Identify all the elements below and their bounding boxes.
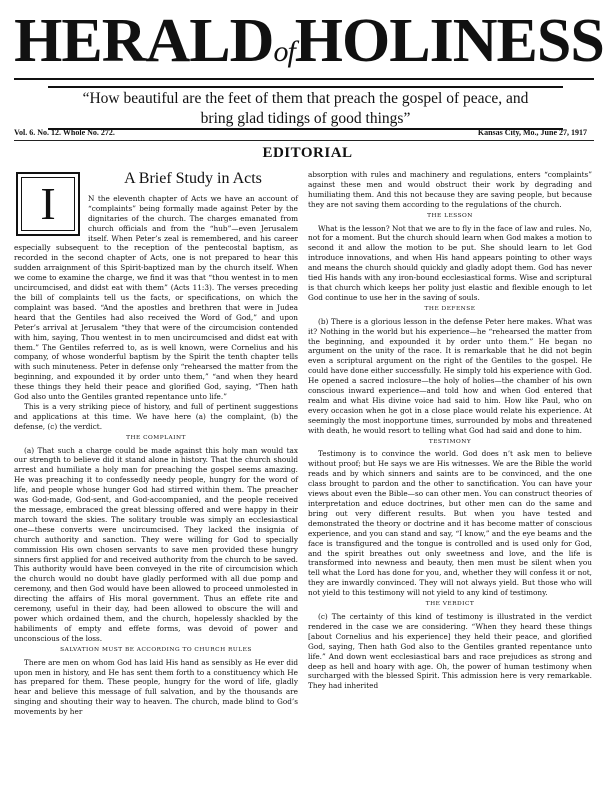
article-paragraph: This is a very striking piece of history, and full of pertinent suggestions and applications at this time. We have here (a) the complaint, (b) the defense, (c) the verdict. — [14, 401, 298, 431]
article-paragraph: There are men on whom God has laid His hand as sensibly as He ever did upon men in history, and He has sent them forth to a constituency which He has prepared for them. These people, hungry for the word of life, gladly hear and believe this message of full salvation, and by the thousands are singing and shouting their way to heaven. The church, made blind to God’s movements by her — [14, 657, 298, 717]
article-paragraph: (a) That such a charge could be made against this holy man would tax our strength to believe did it stand alone in history. That the church should arrest and humiliate a holy man for preaching the gospel seems amazing. He was preaching it to confessedly needy people, hungry for the word of life, and people whose hunger God had stirred within them. The preacher was God-made, God-sent, and God-accompanied, and the people received the message, embraced the great blessing offered and were happy in their march toward the skies. The solitary trouble was simply an ecclesiastical one—these converts were uncircumcised. They lacked the insignia of church authority and sanction. They were willing for God to specially commission His own chosen servants to save men provided these hungry sinners first applied for and received authority from the church to be saved. This authority would have been conveyed in the rite of circumcision which the church would no doubt have gladly performed with all due pomp and ceremony, and then God would have been allowed to proceed unmolested in directing the affairs of His moral government. Thus an effete rite and ceremony, useful in their day, had been allowed to obscure the will and power which ordained them, and the church, hopelessly shackled by the habiliments of empty and effete forms, was devoid of power and unconscious of the loss. — [14, 445, 298, 643]
subhead-lesson: THE LESSON — [427, 212, 473, 219]
masthead-title — [14, 8, 604, 85]
masthead — [14, 6, 604, 74]
article-paragraph: N the eleventh chapter of Acts we have an account of “complaints” being formally made against Peter by the dignitaries of the church. The charges emanated from church officials and from the “hub”—even Jerusalem itself. When Peter’s zeal is remembered, and his career especially subsequent to the reception of the pentecostal baptism, as recorded in the second chapter of Acts, one is not prepared to hear this sudden arraignment of this Spirit-baptized man by the church itself. When we come to examine the charge, we find it was that “thou wentest in to men uncircumcised, and didst eat with them” (Acts 11:3). The verses preceding the bill of complaints tell us the facts, or specifications, on which the complaint was based. “And the apostles and brethren that were in Judea heard that the Gentiles had also received the Word of God,” and upon Peter’s arrival at Jerusalem “they that were of the circumcision contended with him, saying, Thou wentest in to men uncircumcised and didst eat with them.” The Gentiles referred to, as is well known, were Cornelius and his company, of whose wonderful baptism by the Spirit the tenth chapter tells with such minuteness. Peter in defense only “rehearsed the matter from the beginning, and expounded it by order unto them,” “and when they heard these things they held their peace and glorified God, saying, “Then hath God also unto the Gentiles granted repentance unto life.” — [14, 193, 298, 402]
dropcap: I — [16, 172, 80, 236]
masthead-title-left: HERALD — [14, 7, 274, 75]
subhead-verdict: THE VERDICT — [425, 601, 475, 608]
motto-line-1: “How beautiful are the feet of them that preach the gospel of peace, and — [82, 90, 529, 107]
motto-box — [48, 86, 563, 130]
article-paragraph: absorption with rules and machinery and regulations, enters “complaints” against these men and would obstruct their work by degrading and humiliating them. And this not because they are saving people, but because they are not saving them according to the regulations of the church. — [308, 170, 592, 209]
section-title: EDITORIAL — [262, 145, 353, 161]
left-column — [14, 170, 298, 717]
motto-line-2: bring glad tidings of good things” — [200, 110, 411, 127]
subhead-defense: THE DEFENSE — [424, 305, 476, 312]
issue-rule — [14, 140, 594, 141]
subhead-testimony: TESTIMONY — [428, 438, 472, 445]
subhead-complaint: THE COMPLAINT — [126, 434, 186, 441]
masthead-rule — [14, 78, 594, 80]
article-paragraph: What is the lesson? Not that we are to fly in the face of law and rules. No, not for a moment. But the church should learn when God makes a motion to second it and allow the motion to be put. She should learn to let God introduce innovations, and when His hand appears pointing to other ways and means the church should quickly and gladly adopt them. God has never tied His hands with any iron-bound ecclesiastical forms. Wise and scriptural is that church which keeps her polity just elastic and flexible enough to let God continue to use her in the saving of souls. — [308, 223, 592, 302]
masthead-title-right: HOLINESS — [294, 7, 604, 75]
article-paragraph: (b) There is a glorious lesson in the defense Peter here makes. What was it? Nothing in the world but his experience—he “rehearsed the matter from the beginning, and expounded it by order unto them.” He began no argument on the unity of the race. It is remarkable that he did not begin even a scriptural argument on the right of the Gentiles to the gospel. He could have done either successfully. He simply told his experience with God. He opened a sacred inclosure—the holy of holies—the chamber of his own conscious inward experience—and told how and when God entered that realm and what His divine voice had said to him. How like Paul, who on every occasion when he got in a close place would relate his experience. At seemingly the most inopportune times, surrounded by mobs and threatened with death, he would resort to telling what God had said and done to him. — [308, 316, 592, 435]
subhead-salvation: SALVATION MUST BE ACCORDING TO CHURCH RULES — [60, 646, 252, 653]
right-column — [308, 170, 592, 691]
article-title: A Brief Study in Acts — [124, 170, 262, 187]
article-paragraph: Testimony is to convince the world. God does n’t ask men to believe without proof; but He says we are His witnesses. We are the Bible the world reads and by which sinners and saints are to be convinced, and the one class brought to pardon and the other to sanctification. You can have your views about even the Bible—so can other men. You can construct theories of interpretation and educe doctrines, but other men can do the same and bring out very different results. But when you have tested and demonstrated the theory or doctrine and it has become matter of conscious experience, and you can stand and say, “I know,” and the eye beams and the face is transfigured and the tongue is controlled and is used only for God, and the spirit breathes out only sweetness and love, and the life is transformed into newness and beauty, then men must be silent when you tell what the Lord has done for you, and, whether they will confess it or not, they are inwardly convinced. They will not always yield. But those who will not yield to this testimony will not yield to any kind of testimony. — [308, 449, 592, 598]
issue-volume: Vol. 6. No. 12. Whole No. 272. — [14, 128, 115, 137]
masthead-title-of: of — [273, 35, 295, 68]
article-paragraph: (c) The certainty of this kind of testimony is illustrated in the verdict rendered in the case we are considering. “When they heard these things [about Cornelius and his experience] they held their peace, and glorified God, saying, Then hath God also to the Gentiles granted repentance unto life.” And down went ecclesiastical bars and race prejudices as strong and deep as hell and hoary with age. Oh, the power of human testimony when surcharged with the blessed Spirit. This admission here is very remarkable. They had inherited — [308, 611, 592, 691]
issue-date: Kansas City, Mo., June 27, 1917 — [477, 128, 587, 137]
